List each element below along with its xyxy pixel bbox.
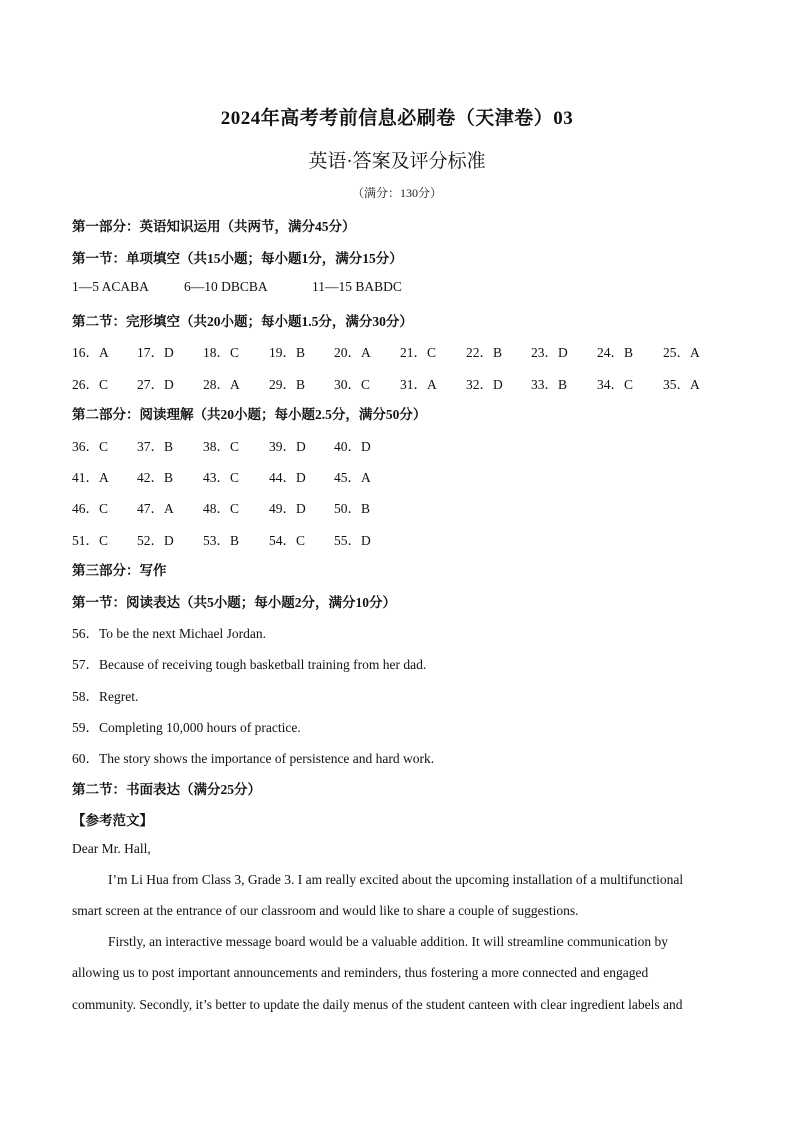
answer-item: 47．A (137, 501, 174, 516)
essay-line: Firstly, an interactive message board would be a valuable addition. It will streamline communication by (108, 934, 668, 949)
answer-item: 22．B (466, 345, 503, 360)
answer-item: 32．D (466, 377, 503, 392)
answer-item: 36．C (72, 439, 109, 454)
answer-item: 19．B (269, 345, 306, 360)
answer-item: 21．C (400, 345, 437, 360)
answer-item: 28．A (203, 377, 240, 392)
answer-item: 40．D (334, 439, 371, 454)
answer-item: 18．C (203, 345, 240, 360)
answer-item: 46．C (72, 501, 109, 516)
short-answer-56: 56．To be the next Michael Jordan. (72, 626, 267, 641)
answer-group: 11—15 BABDC (312, 279, 402, 294)
answer-item: 49．D (269, 501, 306, 516)
answer-item: 20．A (334, 345, 371, 360)
answer-item: 50．B (334, 501, 371, 516)
short-answer-57: 57．Because of receiving tough basketball training from her dad. (72, 657, 427, 672)
answer-item: 44．D (269, 470, 306, 485)
part1-section1-heading: 第一节：单项填空（共15小题；每小题1分，满分15分） (72, 251, 403, 266)
part2-heading: 第二部分：阅读理解（共20小题；每小题2.5分，满分50分） (72, 407, 427, 422)
answer-item: 17．D (137, 345, 174, 360)
part3-heading: 第三部分：写作 (72, 563, 167, 578)
answer-item: 33．B (531, 377, 568, 392)
essay-line: smart screen at the entrance of our classroom and would like to share a couple of suggestions. (72, 903, 579, 918)
answer-item: 24．B (597, 345, 634, 360)
answer-item: 30．C (334, 377, 371, 392)
answer-item: 52．D (137, 533, 174, 548)
answer-item: 45．A (334, 470, 371, 485)
answer-item: 42．B (137, 470, 174, 485)
essay-line: I’m Li Hua from Class 3, Grade 3. I am really excited about the upcoming installation of a multifunctional (108, 872, 684, 887)
answer-item: 51．C (72, 533, 109, 548)
answer-item: 23．D (531, 345, 568, 360)
sample-essay-label: 【参考范文】 (72, 813, 153, 828)
answer-group: 6—10 DBCBA (184, 279, 268, 294)
answer-item: 55．D (334, 533, 371, 548)
answer-item: 37．B (137, 439, 174, 454)
answer-item: 54．C (269, 533, 306, 548)
answer-item: 53．B (203, 533, 240, 548)
answer-group: 1—5 ACABA (72, 279, 149, 294)
answer-item: 16．A (72, 345, 109, 360)
answer-item: 43．C (203, 470, 240, 485)
essay-line: allowing us to post important announcements and reminders, thus fostering a more connected and engaged (72, 965, 649, 980)
answer-item: 48．C (203, 501, 240, 516)
short-answer-60: 60．The story shows the importance of persistence and hard work. (72, 751, 435, 766)
answer-item: 27．D (137, 377, 174, 392)
part3-section2-heading: 第二节：书面表达（满分25分） (72, 782, 261, 797)
total-score: （满分：130分） (351, 186, 442, 200)
essay-line: community. Secondly, it’s better to update the daily menus of the student canteen with clear ingredient labels and (72, 997, 683, 1012)
page-title: 2024年高考考前信息必刷卷（天津卷）03 (220, 108, 574, 129)
answer-item: 39．D (269, 439, 306, 454)
essay-greeting: Dear Mr. Hall, (72, 841, 151, 856)
part1-heading: 第一部分：英语知识运用（共两节，满分45分） (72, 219, 356, 234)
part1-section2-heading: 第二节：完形填空（共20小题；每小题1.5分，满分30分） (72, 314, 413, 329)
part3-section1-heading: 第一节：阅读表达（共5小题；每小题2分，满分10分） (72, 595, 396, 610)
answer-item: 26．C (72, 377, 109, 392)
answer-item: 41．A (72, 470, 109, 485)
page-subtitle: 英语·答案及评分标准 (308, 151, 486, 172)
short-answer-58: 58．Regret. (72, 689, 139, 704)
short-answer-59: 59．Completing 10,000 hours of practice. (72, 720, 301, 735)
answer-item: 31．A (400, 377, 437, 392)
answer-item: 25．A (663, 345, 700, 360)
answer-item: 38．C (203, 439, 240, 454)
answer-item: 35．A (663, 377, 700, 392)
answer-item: 29．B (269, 377, 306, 392)
answer-item: 34．C (597, 377, 634, 392)
